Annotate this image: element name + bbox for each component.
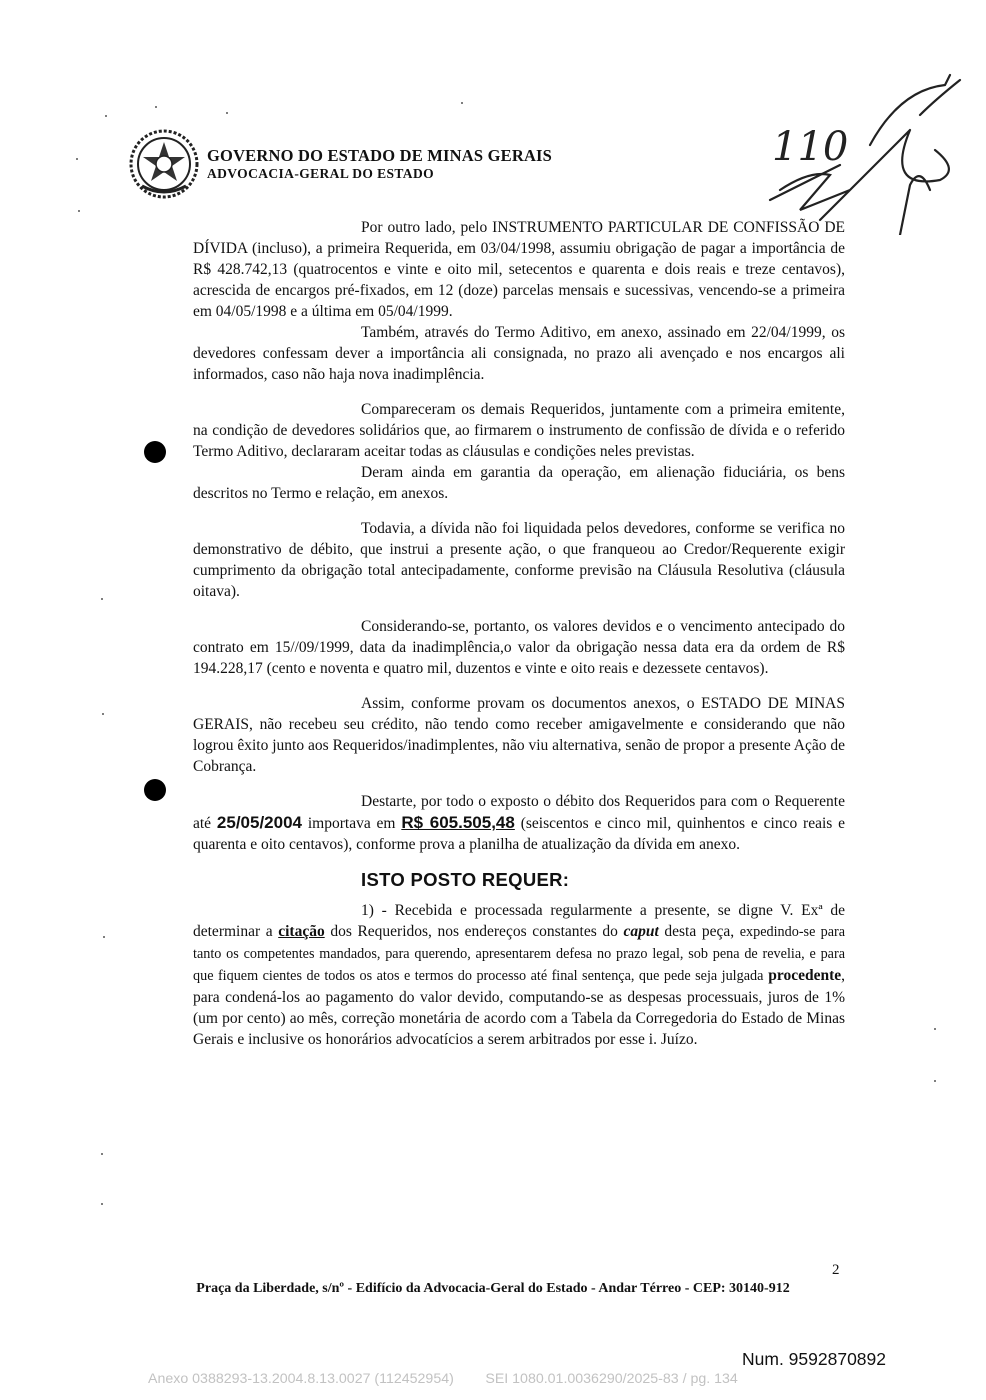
paragraph-assim: Assim, conforme provam os documentos anexos, o ESTADO DE MINAS GERAIS, não recebeu seu crédito, não tendo como receber amigavelmente e considerando que não logrou êxito junto aos Requeridos/inadimplentes, não viu alternativa, senão de propor a presente Ação de Cobrança. [193,695,845,775]
handwritten-signature [760,70,975,235]
section-heading: ISTO POSTO REQUER: [361,869,570,890]
coat-of-arms-seal-icon [128,128,200,200]
punch-hole-mark [144,441,166,463]
page-number: 2 [832,1262,840,1278]
annex-watermark: Anexo 0388293-13.2004.8.13.0027 (112452954) SEI 1080.01.0036290/2025-83 / pg. 134 [148,1371,738,1387]
destarte-text-b: importava em [307,815,396,832]
request-text-d: expedindo-se para tanto os competentes mandados, para querendo, apresentarem defesa no prazo legal, sob pena de revelia, e para que fiquem cientes de todos os atos e termos do processo até final sentença, que pede seja julgada [193,924,846,984]
paragraph-garantia: Deram ainda em garantia da operação, em alienação fiduciária, os bens descritos no Termo e relação, em anexos. [193,464,845,502]
organization-title: GOVERNO DO ESTADO DE MINAS GERAIS [207,146,553,165]
punch-hole-mark [144,779,166,801]
request-text-c: desta peça, [664,923,735,940]
procedente-term: procedente [768,967,842,984]
document-number-stamp: Num. 9592870892 [742,1349,886,1369]
paragraph-considerando: Considerando-se, portanto, os valores devidos e o vencimento antecipado do contrato em 15//09/1999, data da inadimplência,o valor da obrigação nessa data era da ordem de R$ 194.228,17 (cento e noventa e quatro mil, duzentos e vinte e oito reais e dezessete centavos). [193,618,845,677]
destarte-text-a: Destarte, por todo o exposto o débito dos Requeridos para com o Requerente até [193,793,845,832]
request-item-1 [193,900,845,1050]
paragraph-compareceram: Compareceram os demais Requeridos, juntamente com a primeira emitente, na condição de devedores solidários que, ao firmarem o instrumento de confissão de dívida e o referido Termo Aditivo, declararam aceitar todas as cláusulas e condições neles previstas. [193,401,845,460]
paragraph-termo-aditivo: Também, através do Termo Aditivo, em anexo, assinado em 22/04/1999, os devedores confessam dever a importância ali consignada, no prazo ali avençado e nos encargos ali informados, caso não haja nova inadimplência. [193,324,845,383]
caput-term: caput [623,923,659,940]
paragraph-destarte [193,791,845,855]
organization-subtitle: ADVOCACIA-GERAL DO ESTADO [207,166,435,181]
request-text-a: 1) - Recebida e processada regularmente a presente, se digne V. Exª de determinar a [193,902,845,940]
debt-date: 25/05/2004 [216,813,303,832]
request-text-b: dos Requeridos, nos endereços constantes do [330,923,618,940]
handwritten-folio: 110 [772,124,849,170]
request-text-e: , para condená-los ao pagamento do valor devido, computando-se as despesas processuais, juros de 1% (um por cento) ao mês, correção monetária de acordo com a Tabela da Corregedoria do Estado de Minas Gerais e inclusive os honorários advocatícios a serem arbitrados por esse i. Juízo. [193,967,845,1048]
destarte-text-c: (seiscentos e cinco mil, quinhentos e cinco reais e quarenta e oito centavos), conforme prova a planilha de atualização da dívida em anexo. [193,815,846,853]
citacao-term: citação [278,923,325,940]
document-body [193,217,845,1050]
paragraph-instrumento: Por outro lado, pelo INSTRUMENTO PARTICULAR DE CONFISSÃO DE DÍVIDA (incluso), a primeira Requerida, em 03/04/1998, assumiu obrigação de pagar a importância de R$ 428.742,13 (quatrocentos e vinte e oito mil, setecentos e quarenta e dois reais e treze centavos), acrescida de encargos pré-fixados, em 12 (doze) parcelas mensais e sucessivas, vencendo-se a primeira em 04/05/1998 e a última em 05/04/1999. [193,219,845,320]
footer-address: Praça da Liberdade, s/nº - Edifício da Advocacia-Geral do Estado - Andar Térreo - CEP: 30140-912 [196,1281,790,1296]
debt-amount: R$ 605.505,48 [401,813,515,832]
paragraph-todavia: Todavia, a dívida não foi liquidada pelos devedores, conforme se verifica no demonstrativo de débito, que instrui a presente ação, o que franqueou ao Credor/Requerente exigir cumprimento da obrigação total antecipadamente, conforme previsão na Cláusula Resolutiva (cláusula oitava). [193,520,845,600]
